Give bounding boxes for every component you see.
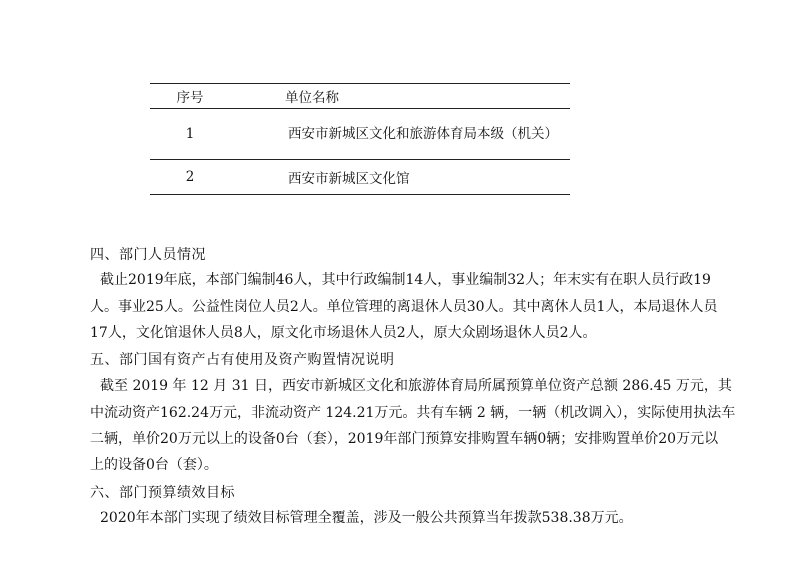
header-name: 单位名称 <box>230 84 570 109</box>
section5-heading: 五、部门国有资产占有使用及资产购置情况说明 <box>90 352 395 368</box>
section5-line-2: 中流动资产162.24万元，非流动资产 124.21万元。共有车辆 2 辆，一辆（机改调入），实际使用执法车 <box>90 405 736 421</box>
section4-line-2: 人。事业25人。公益性岗位人员2人。单位管理的离退休人员30人。其中离休人员1人，本局退休人员 <box>90 299 718 315</box>
row-no: 1 <box>150 109 230 160</box>
section6-line-1: 2020年本部门实现了绩效目标管理全覆盖，涉及一般公共预算当年拨款538.38万元。 <box>100 510 633 526</box>
row-no: 2 <box>150 160 230 195</box>
table-row <box>150 109 570 160</box>
table-header-row <box>150 84 570 109</box>
section5-line-4: 上的设备0台（套）。 <box>90 457 218 473</box>
section5-line-1: 截至 2019 年 12 月 31 日，西安市新城区文化和旅游体育局所属预算单位资产总额 286.45 万元，其 <box>100 378 732 394</box>
section5-line-3: 二辆，单价20万元以上的设备0台（套），2019年部门预算安排购置车辆0辆；安排购置单价20万元以 <box>90 431 719 447</box>
section6-heading: 六、部门预算绩效目标 <box>90 485 235 501</box>
header-no: 序号 <box>150 84 230 109</box>
unit-table <box>150 83 570 195</box>
section4-line-1: 截止2019年底，本部门编制46人，其中行政编制14人，事业编制32人；年末实有在职人员行政19 <box>100 272 711 288</box>
row-name: 西安市新城区文化和旅游体育局本级（机关） <box>230 109 570 160</box>
table-row <box>150 160 570 195</box>
section4-heading: 四、部门人员情况 <box>90 247 206 263</box>
row-name: 西安市新城区文化馆 <box>230 160 570 195</box>
section4-line-3: 17人，文化馆退休人员8人，原文化市场退休人员2人，原大众剧场退休人员2人。 <box>90 325 597 341</box>
